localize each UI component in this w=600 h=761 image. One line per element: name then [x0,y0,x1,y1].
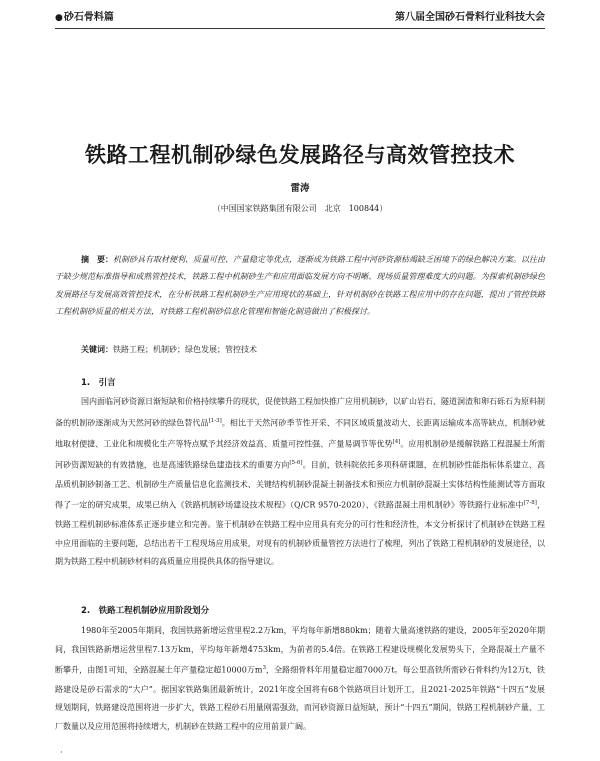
citation: [7-8] [523,500,537,507]
abstract-text: 机制砂具有取材便利、质量可控、产量稳定等优点，逐渐成为铁路工程中河砂资源枯竭缺乏困境下的绿色解决方案。以往由于缺少规范标准指导和成熟管控技术，铁路工程中机制砂生产和应用面临发展方向不明晰、现场质量管理难度大的问题。为探索机制砂绿色发展路径与发展高效管控技术，在分析铁路工程机制砂生产应用现状的基础上，针对机制砂在铁路工程应用中的存在问题，提出了管控铁路工程机制砂质量的相关方法，对铁路工程机制砂信息化管理和智能化制造做出了积极探讨。 [55,255,545,317]
paragraph-text: ，全路细骨料年用量稳定超7000万t。每公里高铁所需砂石骨料约为12万t，铁路建设是砂石需求的“大户”。据国家铁路集团最新统计，2021年度全国将有68个铁路项目计划开工，且2021-2025年铁路“十四五”发展规划期间，铁路建设范围将进一步扩大，铁路工程砂石用量刚需强劲，而河砂资源日益短缺，预计“十四五”期间，铁路工程机制砂产量、工厂数量以及应用范围将持续增大，机制砂在铁路工程中的应用前景广阔。 [55,666,545,732]
keywords [81,343,545,357]
header-conference: 第八届全国砂石骨料行业科技大会 [395,12,545,23]
citation: [4] [392,439,401,446]
keywords-text: 铁路工程；机制砂；绿色发展；管控技术 [113,345,257,354]
citation: [5-6] [289,460,303,467]
header-section-label: 砂石骨料篇 [63,12,114,23]
superscript: 3 [262,665,266,672]
paragraph-text: 。目前，铁科院依托多项科研课题，在机制砂性能指标体系建立、高品质机制砂制备工艺、机制砂生产质量信息化监测技术、关键结构机制砂混凝土制备技术和预应力机制砂混凝土实体结构性能测试等方面取得了一定的研究成果，成果已纳入《铁路机制砂场建设技术规程》（Q/CR 9570-2020）、《铁路混凝土用机制砂》等铁路行业标准中 [55,461,546,511]
header-section [55,10,114,26]
section-1-paragraph [55,393,545,572]
paragraph-text: 1980年至2005年期间，我国铁路新增运营里程2.2万km，平均每年新增880km；随着大量高速铁路的建设，2005年至2020年期间，我国铁路新增运营里程7.13万km，平均每年新增4753km，为前者的5.4倍。在铁路工程建设规模化发展势头下，全路混凝土产量不断攀升，由图1可知，全路混凝土年产量稳定超10000万m [55,626,545,676]
paragraph-text: 。相比于天然河砂季节性开采、不同区域质量波动大、长距离运输成本高等缺点，机制砂就地取材便捷、工业化和规模化生产等特点赋予其经济效益高、质量可控性强、产量易调节等优势 [55,418,545,449]
section-2-heading: 2. 铁路工程机制砂应用阶段划分 [81,606,210,616]
paragraph-text: 。应用机制砂是缓解铁路工程混凝土所需河砂资源短缺的有效措施，也是高速铁路绿色建造技术的重要方向 [55,439,546,471]
running-header [55,10,545,26]
header-rule [55,28,545,29]
article-title: 铁路工程机制砂绿色发展路径与高效管控技术 [85,143,515,167]
bullet-icon: ● [55,13,63,23]
paragraph-text: ，铁路工程机制砂标准体系正逐步建立和完善。鉴于机制砂在铁路工程中应用具有充分的可行性和经济性，本文分析探讨了机制砂在铁路工程中应用面临的主要问题，总结出若干工程现场应用成果，对现有的机制砂质量管控方法进行了梳理，列出了铁路工程机制砂的发展途径，以期为铁路工程中机制砂材料的高质量应用提供具体的指导建议。 [55,501,546,567]
keywords-label: 关键词： [81,345,113,354]
citation: [1-3] [208,417,222,424]
paragraph-text: 国内面临河砂资源日渐短缺和价格持续攀升的现状，促使铁路工程加快推广应用机制砂，以矿山岩石、隧道洞渣和卵石砾石为原料制备的机制砂逐渐成为天然河砂的绿色替代品 [55,397,545,428]
section-1-heading: 1. 引言 [81,378,116,388]
abstract-label: 摘 要： [81,255,113,264]
article-affiliation: （中国国家铁路集团有限公司 北京 100844） [212,204,388,213]
abstract [55,251,545,321]
section-2-paragraph [55,622,545,737]
page-footer-mark: · [60,748,63,757]
article-author: 雷涛 [290,183,310,194]
